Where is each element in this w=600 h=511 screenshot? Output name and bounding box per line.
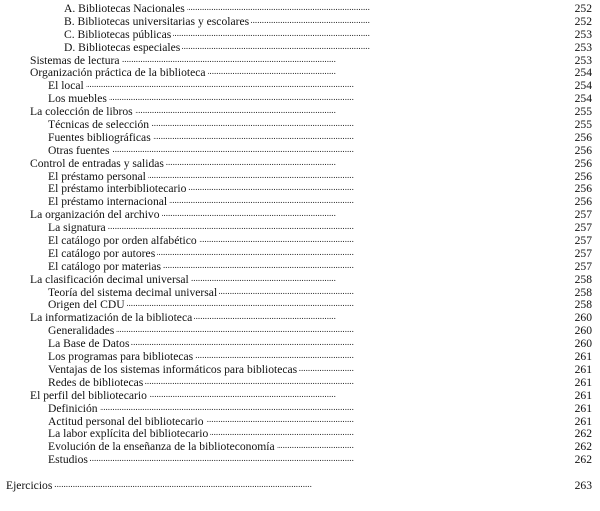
toc-entry-page-number: 253	[572, 55, 592, 68]
toc-section-heading	[0, 158, 600, 171]
toc-entry-page-number: 257	[572, 261, 592, 274]
toc-entry-title: A. Bibliotecas Nacionales	[64, 2, 185, 15]
toc-entry-title: Definición	[48, 401, 98, 415]
toc-entry-title: El catálogo por orden alfabético	[48, 234, 197, 248]
toc-entry-title: Generalidades	[48, 324, 115, 338]
toc-entry-title: Los muebles	[48, 92, 107, 106]
toc-entry-title: El préstamo interbibliotecario	[48, 182, 187, 196]
toc-entry-title: La informatización de la biblioteca	[30, 311, 193, 325]
dot-leader	[48, 454, 563, 467]
toc-entry	[0, 441, 600, 454]
toc-entry	[0, 377, 600, 390]
toc-section-heading	[0, 390, 600, 403]
toc-entry-title: B. Bibliotecas universitarias y escolares	[64, 14, 250, 28]
toc-entry-title: Control de entradas y salidas	[30, 156, 164, 170]
toc-entry-page-number: 262	[572, 454, 592, 467]
toc-entry-title: D. Bibliotecas especiales	[64, 40, 181, 54]
toc-entry	[0, 42, 600, 55]
toc-entry	[0, 119, 600, 132]
toc-entry-page-number: 254	[572, 67, 592, 80]
toc-entry	[0, 132, 600, 145]
toc-entry-page-number: 254	[572, 80, 592, 93]
toc-section-heading	[0, 67, 600, 80]
toc-entry-title: La clasificación decimal universal	[30, 272, 189, 286]
toc-entry-title: Teoría del sistema decimal universal	[48, 285, 218, 299]
toc-entry-page-number: 256	[572, 132, 592, 145]
toc-entry	[0, 29, 600, 42]
toc-entry-title: El catálogo por materias	[48, 259, 161, 273]
dot-leader	[48, 145, 563, 158]
toc-entry-page-number: 254	[572, 93, 592, 106]
toc-entry	[0, 403, 600, 416]
toc-entry-page-number: 261	[572, 403, 592, 416]
toc-entry-page-number: 257	[572, 222, 592, 235]
toc-entry-page-number: 263	[572, 480, 592, 493]
toc-entry	[0, 248, 600, 261]
toc-entry	[0, 261, 600, 274]
toc-entry	[0, 145, 600, 158]
toc-entry-page-number: 258	[572, 274, 592, 287]
toc-entry-page-number: 256	[572, 196, 592, 209]
toc-entry-title: El catálogo por autores	[48, 246, 156, 260]
dot-leader	[48, 403, 563, 416]
toc-entry-title: Origen del CDU	[48, 298, 125, 312]
toc-entry-title: La colección de libros	[30, 105, 133, 119]
toc-entry-title: La Base de Datos	[48, 337, 130, 351]
toc-entry-title: Ejercicios	[6, 479, 53, 493]
toc-entry-title: Redes de bibliotecas	[48, 375, 144, 389]
toc-entry-page-number: 260	[572, 338, 592, 351]
toc-entry-title: El local	[48, 79, 84, 93]
toc-entry	[0, 16, 600, 29]
toc-entry-page-number: 257	[572, 248, 592, 261]
toc-entry-page-number: 256	[572, 183, 592, 196]
toc-entry-title: C. Bibliotecas públicas	[64, 27, 172, 41]
toc-entry	[0, 454, 600, 467]
toc-entry-title: Otras fuentes	[48, 143, 110, 157]
toc-entry-title: Técnicas de selección	[48, 118, 150, 132]
toc-entry-page-number: 253	[572, 29, 592, 42]
toc-entry	[0, 235, 600, 248]
toc-entry-title: Sistemas de lectura	[30, 53, 120, 67]
toc-entry-page-number: 252	[572, 16, 592, 29]
toc-entry-page-number: 261	[572, 390, 592, 403]
toc-entry-page-number: 262	[572, 441, 592, 454]
toc-entry-page-number: 261	[572, 364, 592, 377]
toc-entry-title: Fuentes bibliográficas	[48, 130, 151, 144]
toc-entry-page-number: 257	[572, 235, 592, 248]
toc-entry-page-number: 261	[572, 416, 592, 429]
toc-section-heading	[0, 274, 600, 287]
toc-entry-page-number: 261	[572, 351, 592, 364]
toc-entry-page-number: 261	[572, 377, 592, 390]
toc-entry-title: El préstamo personal	[48, 169, 146, 183]
table-of-contents	[0, 3, 600, 493]
toc-entry-title: La signatura	[48, 221, 106, 235]
toc-entry-page-number: 262	[572, 428, 592, 441]
toc-entry-title: Actitud personal del bibliotecario	[48, 414, 204, 428]
toc-entry-page-number: 252	[572, 3, 592, 16]
dot-leader	[6, 480, 563, 493]
toc-entry-page-number: 258	[572, 299, 592, 312]
toc-ejercicios-entry	[0, 480, 600, 493]
toc-entry-title: El préstamo internacional	[48, 195, 168, 209]
toc-entry-page-number: 258	[572, 287, 592, 300]
toc-entry-title: El perfil del bibliotecario	[30, 388, 147, 402]
dot-leader	[48, 80, 563, 93]
toc-entry-page-number: 255	[572, 119, 592, 132]
toc-entry-page-number: 256	[572, 171, 592, 184]
toc-entry-page-number: 260	[572, 312, 592, 325]
toc-entry-title: Los programas para bibliotecas	[48, 350, 194, 364]
toc-entry-page-number: 260	[572, 325, 592, 338]
toc-entry-page-number: 255	[572, 106, 592, 119]
toc-entry-page-number: 253	[572, 42, 592, 55]
toc-entry-title: La organización del archivo	[30, 208, 160, 222]
toc-entry-page-number: 257	[572, 209, 592, 222]
toc-entry	[0, 364, 600, 377]
toc-entry	[0, 3, 600, 16]
toc-entry-page-number: 256	[572, 145, 592, 158]
toc-entry-title: Evolución de la enseñanza de la biblioteconomía	[48, 440, 275, 454]
toc-entry-title: La labor explícita del bibliotecario	[48, 427, 209, 441]
toc-entry	[0, 351, 600, 364]
toc-entry-title: Organización práctica de la biblioteca	[30, 66, 206, 80]
toc-entry-page-number: 256	[572, 158, 592, 171]
toc-entry-title: Estudios	[48, 453, 88, 467]
toc-entry-title: Ventajas de los sistemas informáticos para bibliotecas	[48, 362, 298, 376]
